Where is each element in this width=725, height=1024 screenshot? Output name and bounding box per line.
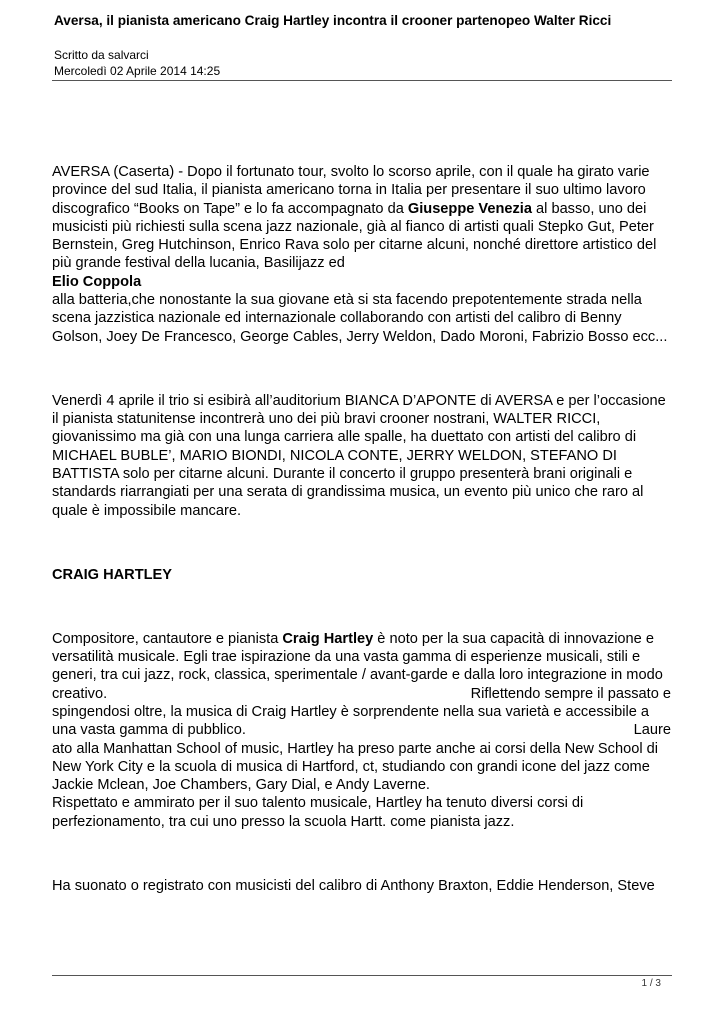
text-line: quale è impossibile mancare.: [52, 502, 242, 519]
text-span-right: Riflettendo sempre il passato e: [470, 685, 671, 702]
paragraph-collaborations: [52, 877, 677, 895]
text-line: BATTISTA solo per citarne alcuni. Durante il concerto il gruppo presenterà brani originali e: [52, 465, 633, 482]
page-number: 1 / 3: [641, 978, 661, 989]
text-line: province del sud Italia, il pianista americano torna in Italia per presentare il suo ultimo lavoro: [52, 182, 646, 199]
text-line: New York City e la scuola di musica di Hartford, ct, studiando con grandi icone del jazz come: [52, 758, 650, 775]
text-line: il pianista statunitense incontrerà uno dei più bravi crooner nostrani, WALTER RICCI,: [52, 411, 601, 428]
text-line: spingendosi oltre, la musica di Craig Hartley è sorprendente nella sua varietà e accessibile a: [52, 703, 650, 720]
article-title: Aversa, il pianista americano Craig Hartley incontra il crooner partenopeo Walter Ricci: [54, 13, 612, 28]
text-span-left: creativo.: [52, 685, 108, 702]
text-span: al basso, uno dei: [531, 200, 647, 217]
text-line: ato alla Manhattan School of music, Hartley ha preso parte anche ai corsi della New School di: [52, 740, 658, 757]
paragraph-bio: [52, 630, 677, 831]
musician-name-bold: Craig Hartley: [282, 630, 374, 647]
heading-text: CRAIG HARTLEY: [52, 566, 172, 583]
text-line: musicisti più richiesti sulla scena jazz nazionale, già al fianco di artisti quali Stepko Gut, Peter: [52, 218, 654, 235]
paragraph-spacer: [52, 520, 677, 566]
text-span: è noto per la sua capacità di innovazione e: [373, 630, 654, 647]
paragraph-spacer: [52, 584, 677, 630]
text-line: MICHAEL BUBLE’, MARIO BIONDI, NICOLA CONTE, JERRY WELDON, STEFANO DI: [52, 447, 617, 464]
text-line: Ha suonato o registrato con musicisti del calibro di Anthony Braxton, Eddie Henderson, Steve: [52, 877, 655, 894]
musician-name-bold: Giuseppe Venezia: [407, 200, 532, 217]
section-heading: [52, 566, 677, 584]
footer-divider: [52, 975, 672, 976]
text-line-split: [52, 685, 671, 703]
text-span: Compositore, cantautore e pianista: [52, 630, 283, 647]
text-line: Jackie Mclean, Joe Chambers, Gary Dial, e Andy Laverne.: [52, 777, 430, 794]
paragraph-spacer: [52, 346, 677, 392]
text-span: discografico “Books on Tape” e lo fa accompagnato da: [52, 200, 408, 217]
article-body: [52, 163, 677, 895]
text-line: scena jazzistica nazionale ed internazionale collaborando con artisti del calibro di Benny: [52, 310, 622, 327]
paragraph-spacer: [52, 831, 677, 877]
text-line-split: [52, 721, 671, 739]
article-meta: [54, 47, 220, 79]
text-line: giovanissimo ma già con una lunga carriera alle spalle, ha duettato con artisti del calibro di: [52, 429, 637, 446]
text-line: perfezionamento, tra cui uno presso la scuola Hartt. come pianista jazz.: [52, 813, 515, 830]
text-line: più grande festival della lucania, Basilijazz ed: [52, 255, 345, 272]
text-line: alla batteria,che nonostante la sua giovane età si sta facendo prepotentemente strada nella: [52, 292, 642, 309]
text-line: [52, 630, 677, 648]
paragraph-intro: [52, 163, 677, 346]
header-divider: [52, 80, 672, 81]
text-line: AVERSA (Caserta) - Dopo il fortunato tour, svolto lo scorso aprile, con il quale ha girato varie: [52, 164, 650, 180]
text-line: versatilità musicale. Egli trae ispirazione da una vasta gamma di esperienze musicali, stili e: [52, 649, 641, 666]
text-line: Rispettato e ammirato per il suo talento musicale, Hartley ha tenuto diversi corsi di: [52, 795, 584, 812]
text-span-left: una vasta gamma di pubblico.: [52, 722, 246, 739]
text-line: Golson, Joey De Francesco, George Cables, Jerry Weldon, Dado Moroni, Fabrizio Bosso ecc...: [52, 328, 668, 345]
author-line: Scritto da salvarci: [54, 48, 149, 62]
text-line: Venerdì 4 aprile il trio si esibirà all’auditorium BIANCA D’APONTE di AVERSA e per l’occasione: [52, 392, 666, 409]
text-line: Bernstein, Greg Hutchinson, Enrico Rava solo per citarne alcuni, nonché direttore artistico del: [52, 237, 657, 254]
text-line: standards riarrangiati per una serata di grandissima musica, un evento più unico che raro al: [52, 484, 644, 501]
text-line: [52, 200, 677, 218]
date-line: Mercoledì 02 Aprile 2014 14:25: [54, 64, 221, 78]
musician-name-bold: [52, 273, 677, 291]
text-line: generi, tra cui jazz, rock, classica, sperimentale / avant-garde e dalla loro integrazione in modo: [52, 667, 663, 684]
bold-text: Elio Coppola: [52, 273, 142, 290]
paragraph-event: [52, 392, 677, 520]
text-span-right: Laure: [633, 722, 671, 739]
